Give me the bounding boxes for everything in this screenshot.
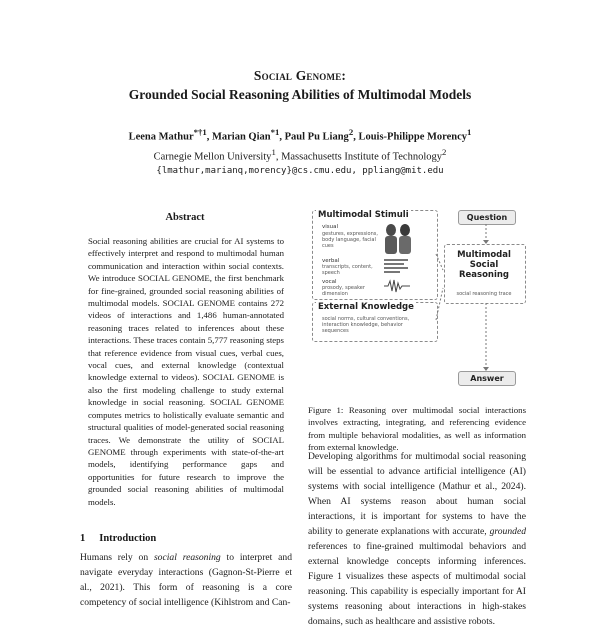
intro-heading <box>80 533 156 544</box>
caption-label: Figure 1: <box>308 405 344 415</box>
author-list: Leena Mathur$^{*\dagger 1}$, Marian Qian$^{*1}$, Paul Pu Liang$^2$, Louis-Philippe Morency$^1$ <box>128 127 472 143</box>
author-name: Leena Mathur <box>128 131 194 143</box>
intro-emphasis: social reasoning <box>153 552 221 563</box>
title-line-2: Grounded Social Reasoning Abilities of Multimodal Models <box>128 87 472 102</box>
section-title: Introduction <box>99 533 157 544</box>
visual-label: visual <box>322 224 339 230</box>
knowledge-desc: social norms, cultural conventions, interaction knowledge, behavior sequences <box>322 316 410 334</box>
stimuli-title: Multimodal Stimuli <box>318 210 409 220</box>
affiliation-marker: 1 <box>271 146 276 157</box>
author-block <box>0 125 600 178</box>
abstract-heading: Abstract <box>165 212 205 223</box>
arrow-stimuli-to-reasoning <box>436 254 443 270</box>
figure-1 <box>312 208 524 398</box>
right-text-rest: references to fine-grained multimodal behaviors and external knowledge concepts informing inferences. Figure 1 visualizes these aspects of multimodal social reasoning. This capability is especially important for AI systems reasoning about interactions in high-stakes domains, such as healthcare and assistive robots. <box>308 541 526 627</box>
author-marker: 1 <box>467 127 472 137</box>
section-number: 1 <box>80 533 86 544</box>
affiliation-marker: 2 <box>441 146 447 157</box>
author-name: Louis-Philippe Morency <box>358 131 468 143</box>
author-marker: *1 <box>270 127 280 137</box>
author-name: Marian Qian <box>211 131 271 143</box>
vocal-desc: prosody, speaker dimension <box>322 285 365 297</box>
paper-title <box>0 68 600 103</box>
arrowhead-down <box>483 367 489 371</box>
answer-box: Answer <box>458 371 516 386</box>
reasoning-title: Multimodal Social Reasoning <box>457 250 511 280</box>
right-column-text <box>308 449 526 629</box>
intro-text-rest: to interpret and navigate everyday interactions (Gagnon-St-Pierre et al., 2021). This form of reasoning is a core competency of social intelligence (Kihlstrom and Can- <box>80 552 292 608</box>
affiliation-mit: Massachusetts Institute of Technology <box>281 151 442 162</box>
caption-text: Reasoning over multimodal social interactions involves extracting, integrating, and referencing evidence from multiple behavioral modalities, as well as information from external knowledge. <box>308 405 527 453</box>
author-name: Paul Pu Liang <box>284 131 349 143</box>
abstract-text: Social reasoning abilities are crucial for AI systems to effectively interpret and respond to multimodal human communication and interaction within social contexts. We introduce SOCIAL GENOME, the first benchmark for fine-grained, grounded social reasoning abilities of multimodal models. SOCIAL GENOME contains 272 videos of interactions and 1,486 human-annotated reasoning traces related to inferences about these interactions. These traces contain 5,777 reasoning steps that reference evidence from visual cues, verbal cues, vocal cues, and external knowledge (contextual knowledge external to videos). SOCIAL GENOME is also the first modeling challenge to study external knowledge in social reasoning. SOCIAL GENOME computes metrics to holistically evaluate semantic and structural qualities of model-generated social reasoning traces. We demonstrate the utility of SOCIAL GENOME through experiments with state-of-the-art models, identifying performance gaps and opportunities for future research to improve the grounded social reasoning abilities of multimodal models. <box>88 236 284 507</box>
verbal-label: verbal <box>322 258 340 264</box>
title-line-1: Social Genome: <box>253 68 347 83</box>
verbal-desc: transcripts, content, speech <box>322 264 373 276</box>
intro-text <box>80 550 292 610</box>
reasoning-desc: social reasoning trace <box>456 291 512 297</box>
affiliations: Carnegie Mellon University$^1$, Massachusetts Institute of Technology$^2$ <box>153 146 447 162</box>
figure-caption <box>308 404 526 454</box>
knowledge-title: External Knowledge <box>318 302 414 312</box>
intro-text-start: Humans rely on <box>80 552 154 563</box>
right-text-start: Developing algorithms for multimodal social reasoning will be essential to advance artificial intelligence (AI) systems with social intelligence (Mathur et al., 2024). When AI systems reason about human social interactions, it is important for systems to have the ability to generate explanations with accurate, <box>308 451 526 537</box>
question-box: Question <box>458 210 516 225</box>
author-marker: 2 <box>348 127 354 137</box>
author-marker: *†1 <box>193 127 207 137</box>
author-emails: {lmathur,marianq,morency}@cs.cmu.edu, ppliang@mit.edu <box>156 166 444 176</box>
visual-desc: gestures, expressions, body language, facial cues <box>322 231 378 249</box>
affiliation-cmu: Carnegie Mellon University <box>153 151 272 162</box>
arrow-knowledge-to-reasoning <box>436 288 443 320</box>
vocal-label: vocal <box>322 279 337 285</box>
right-emphasis: grounded <box>489 526 526 537</box>
figure-arrows <box>312 208 524 398</box>
arrowhead-down <box>483 240 489 244</box>
